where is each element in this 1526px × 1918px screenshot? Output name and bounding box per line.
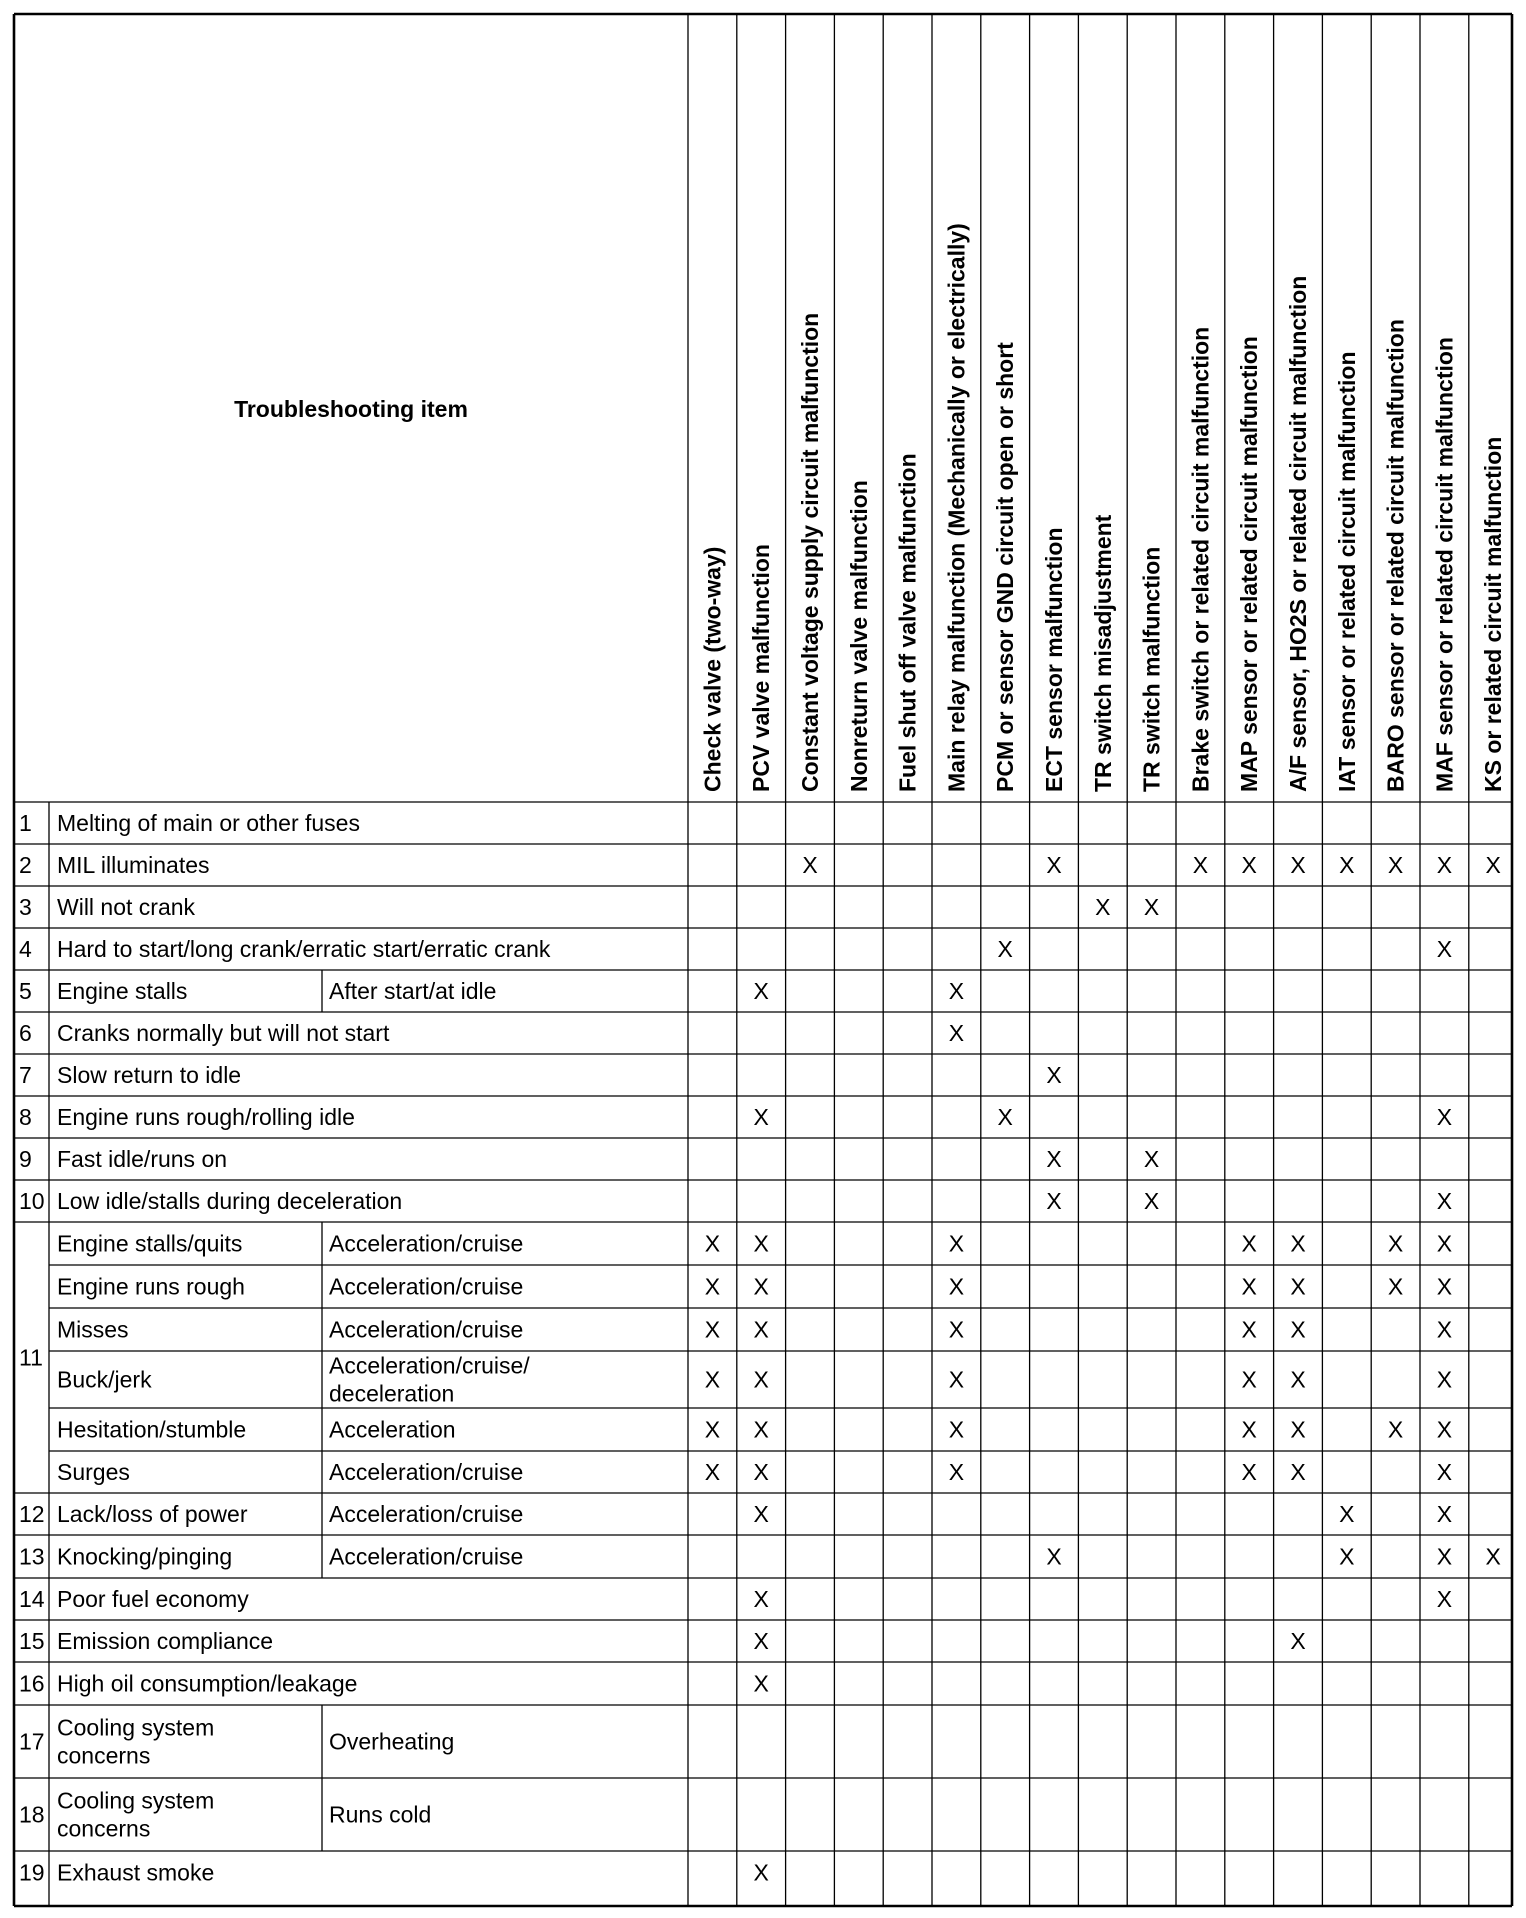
row-item: Lack/loss of power bbox=[57, 1501, 248, 1527]
row-number: 4 bbox=[19, 936, 32, 962]
malfunction-mark: X bbox=[1046, 1543, 1062, 1570]
malfunction-mark: X bbox=[1143, 1188, 1160, 1214]
row-number: 13 bbox=[19, 1543, 45, 1570]
malfunction-mark: X bbox=[704, 1316, 721, 1343]
row-item: Fast idle/runs on bbox=[57, 1146, 228, 1172]
malfunction-mark: X bbox=[1241, 852, 1257, 878]
malfunction-mark: X bbox=[753, 1670, 769, 1697]
malfunction-mark: X bbox=[1436, 1104, 1453, 1130]
row-number: 17 bbox=[19, 1728, 45, 1755]
malfunction-mark: X bbox=[948, 1020, 965, 1046]
row-condition: Acceleration/cruise bbox=[329, 1273, 524, 1300]
malfunction-mark: X bbox=[1485, 1543, 1501, 1570]
column-header: IAT sensor or related circuit malfunction bbox=[1333, 351, 1360, 792]
malfunction-mark: X bbox=[948, 1230, 965, 1257]
row-number: 19 bbox=[19, 1859, 45, 1886]
malfunction-mark: X bbox=[753, 1586, 769, 1612]
column-header: TR switch misadjustment bbox=[1089, 514, 1116, 792]
malfunction-mark: X bbox=[753, 1459, 769, 1485]
row-item: Cranks normally but will not start bbox=[57, 1020, 390, 1046]
row-number: 1 bbox=[19, 810, 32, 836]
malfunction-mark: X bbox=[1436, 936, 1453, 962]
row-item: Emission compliance bbox=[57, 1628, 274, 1654]
column-header: Check valve (two-way) bbox=[699, 546, 726, 792]
malfunction-mark: X bbox=[1290, 1459, 1306, 1485]
malfunction-mark: X bbox=[1387, 1230, 1404, 1257]
row-item: Cooling system concerns bbox=[57, 1714, 215, 1769]
row-number: 9 bbox=[19, 1146, 32, 1172]
row-number: 6 bbox=[19, 1020, 32, 1046]
malfunction-mark: X bbox=[1192, 852, 1209, 878]
column-header: A/F sensor, HO2S or related circuit malfunction bbox=[1285, 275, 1311, 792]
malfunction-mark: X bbox=[1290, 852, 1306, 878]
row-condition: After start/at idle bbox=[329, 978, 497, 1004]
malfunction-mark: X bbox=[1436, 1416, 1453, 1443]
malfunction-mark: X bbox=[948, 1273, 965, 1300]
malfunction-mark: X bbox=[753, 1273, 769, 1300]
column-header: PCM or sensor GND circuit open or short bbox=[992, 342, 1019, 792]
row-item: Low idle/stalls during deceleration bbox=[57, 1188, 403, 1214]
row-condition: Acceleration/cruise bbox=[329, 1316, 524, 1343]
malfunction-mark: X bbox=[1290, 1316, 1306, 1343]
table-row bbox=[19, 810, 360, 836]
row-number: 10 bbox=[19, 1188, 45, 1214]
row-item: Exhaust smoke bbox=[57, 1859, 215, 1886]
malfunction-mark: X bbox=[1436, 1366, 1453, 1393]
row-number: 18 bbox=[19, 1801, 45, 1828]
malfunction-mark: X bbox=[948, 1459, 965, 1485]
malfunction-mark: X bbox=[1241, 1273, 1257, 1300]
row-item: Engine stalls bbox=[57, 978, 188, 1004]
column-header: MAF sensor or related circuit malfunction bbox=[1431, 337, 1458, 792]
row-number: 7 bbox=[19, 1062, 32, 1088]
malfunction-mark: X bbox=[1095, 894, 1111, 920]
malfunction-mark: X bbox=[1339, 1501, 1355, 1527]
row-condition: Runs cold bbox=[329, 1801, 432, 1828]
malfunction-mark: X bbox=[1387, 1416, 1404, 1443]
malfunction-mark: X bbox=[1290, 1273, 1306, 1300]
row-item: Knocking/pinging bbox=[57, 1543, 233, 1570]
malfunction-mark: X bbox=[1290, 1416, 1306, 1443]
row-condition: Acceleration bbox=[329, 1416, 456, 1443]
row-condition: Acceleration/cruise bbox=[329, 1459, 524, 1485]
column-header: PCV valve malfunction bbox=[748, 544, 775, 792]
row-item: Hesitation/stumble bbox=[57, 1416, 247, 1443]
malfunction-mark: X bbox=[1387, 1273, 1404, 1300]
row-number: 14 bbox=[19, 1586, 45, 1612]
malfunction-mark: X bbox=[1241, 1459, 1257, 1485]
column-header: Nonreturn valve malfunction bbox=[845, 480, 872, 792]
malfunction-mark: X bbox=[753, 1316, 769, 1343]
malfunction-mark: X bbox=[1436, 852, 1453, 878]
row-item: Buck/jerk bbox=[57, 1366, 152, 1393]
malfunction-mark: X bbox=[704, 1416, 721, 1443]
malfunction-mark: X bbox=[704, 1273, 721, 1300]
row-number: 3 bbox=[19, 894, 32, 920]
malfunction-mark: X bbox=[753, 978, 769, 1004]
malfunction-mark: X bbox=[997, 936, 1013, 962]
malfunction-mark: X bbox=[1290, 1230, 1306, 1257]
malfunction-mark: X bbox=[1290, 1366, 1306, 1393]
malfunction-mark: X bbox=[1046, 1062, 1062, 1088]
row-item: Engine stalls/quits bbox=[57, 1230, 243, 1257]
malfunction-mark: X bbox=[948, 978, 965, 1004]
row-item: Poor fuel economy bbox=[57, 1586, 249, 1612]
row-number: 8 bbox=[19, 1104, 32, 1130]
column-header: TR switch malfunction bbox=[1138, 546, 1165, 792]
malfunction-mark: X bbox=[1290, 1628, 1306, 1654]
column-header: MAP sensor or related circuit malfunction bbox=[1236, 336, 1263, 792]
row-condition: Acceleration/cruise/ deceleration bbox=[329, 1352, 530, 1407]
malfunction-mark: X bbox=[1436, 1586, 1453, 1612]
malfunction-mark: X bbox=[753, 1416, 769, 1443]
header-title: Troubleshooting item bbox=[234, 396, 468, 422]
row-number: 2 bbox=[19, 852, 32, 878]
malfunction-mark: X bbox=[1436, 1188, 1453, 1214]
column-header: ECT sensor malfunction bbox=[1041, 527, 1067, 792]
malfunction-mark: X bbox=[948, 1316, 965, 1343]
row-item: Engine runs rough/rolling idle bbox=[57, 1104, 355, 1130]
row-number: 12 bbox=[19, 1501, 45, 1527]
row-item: MIL illuminates bbox=[57, 852, 210, 878]
row-item: Will not crank bbox=[57, 894, 196, 920]
row-condition: Acceleration/cruise bbox=[329, 1230, 524, 1257]
row-item: Misses bbox=[57, 1316, 129, 1343]
column-header: Fuel shut off valve malfunction bbox=[894, 453, 921, 792]
malfunction-mark: X bbox=[1436, 1543, 1453, 1570]
row-item: High oil consumption/leakage bbox=[57, 1670, 358, 1697]
row-item: Cooling system concerns bbox=[57, 1787, 215, 1842]
row-number: 15 bbox=[19, 1628, 45, 1654]
malfunction-mark: X bbox=[1046, 1188, 1062, 1214]
malfunction-mark: X bbox=[1436, 1459, 1453, 1485]
malfunction-mark: X bbox=[753, 1628, 769, 1654]
malfunction-mark: X bbox=[948, 1366, 965, 1393]
table-header bbox=[234, 396, 468, 422]
malfunction-mark: X bbox=[1485, 852, 1501, 878]
malfunction-mark: X bbox=[1436, 1273, 1453, 1300]
row-item: Surges bbox=[57, 1459, 130, 1485]
malfunction-mark: X bbox=[1241, 1316, 1257, 1343]
malfunction-mark: X bbox=[1143, 1146, 1160, 1172]
malfunction-mark: X bbox=[1387, 852, 1404, 878]
malfunction-mark: X bbox=[1339, 1543, 1355, 1570]
malfunction-mark: X bbox=[1241, 1416, 1257, 1443]
malfunction-mark: X bbox=[1241, 1230, 1257, 1257]
row-item: Engine runs rough bbox=[57, 1273, 245, 1300]
malfunction-mark: X bbox=[1436, 1316, 1453, 1343]
malfunction-mark: X bbox=[1339, 852, 1355, 878]
malfunction-mark: X bbox=[753, 1104, 769, 1130]
malfunction-mark: X bbox=[753, 1230, 769, 1257]
malfunction-mark: X bbox=[802, 852, 818, 878]
column-header: KS or related circuit malfunction bbox=[1480, 436, 1507, 792]
row-condition: Acceleration/cruise bbox=[329, 1543, 524, 1570]
malfunction-mark: X bbox=[753, 1501, 769, 1527]
malfunction-mark: X bbox=[1046, 852, 1062, 878]
malfunction-mark: X bbox=[1143, 894, 1160, 920]
column-header: BARO sensor or related circuit malfunction bbox=[1382, 319, 1409, 792]
malfunction-mark: X bbox=[753, 1859, 769, 1886]
row-number: 5 bbox=[19, 978, 32, 1004]
malfunction-mark: X bbox=[1241, 1366, 1257, 1393]
malfunction-mark: X bbox=[704, 1366, 721, 1393]
row-item: Slow return to idle bbox=[57, 1062, 242, 1088]
row-item: Melting of main or other fuses bbox=[57, 810, 360, 836]
malfunction-mark: X bbox=[704, 1230, 721, 1257]
row-item: Hard to start/long crank/erratic start/erratic crank bbox=[57, 936, 551, 962]
malfunction-mark: X bbox=[1046, 1146, 1062, 1172]
column-header: Constant voltage supply circuit malfunction bbox=[797, 312, 823, 792]
row-condition: Acceleration/cruise bbox=[329, 1501, 524, 1527]
row-number: 11 bbox=[19, 1344, 43, 1371]
column-header: Brake switch or related circuit malfunction bbox=[1187, 326, 1214, 792]
malfunction-mark: X bbox=[704, 1459, 721, 1485]
malfunction-mark: X bbox=[1436, 1230, 1453, 1257]
column-header: Main relay malfunction (Mechanically or electrically) bbox=[943, 223, 970, 792]
malfunction-mark: X bbox=[997, 1104, 1013, 1130]
malfunction-mark: X bbox=[948, 1416, 965, 1443]
row-condition: Overheating bbox=[329, 1728, 455, 1755]
malfunction-mark: X bbox=[1436, 1501, 1453, 1527]
row-number: 16 bbox=[19, 1670, 45, 1697]
malfunction-mark: X bbox=[753, 1366, 769, 1393]
